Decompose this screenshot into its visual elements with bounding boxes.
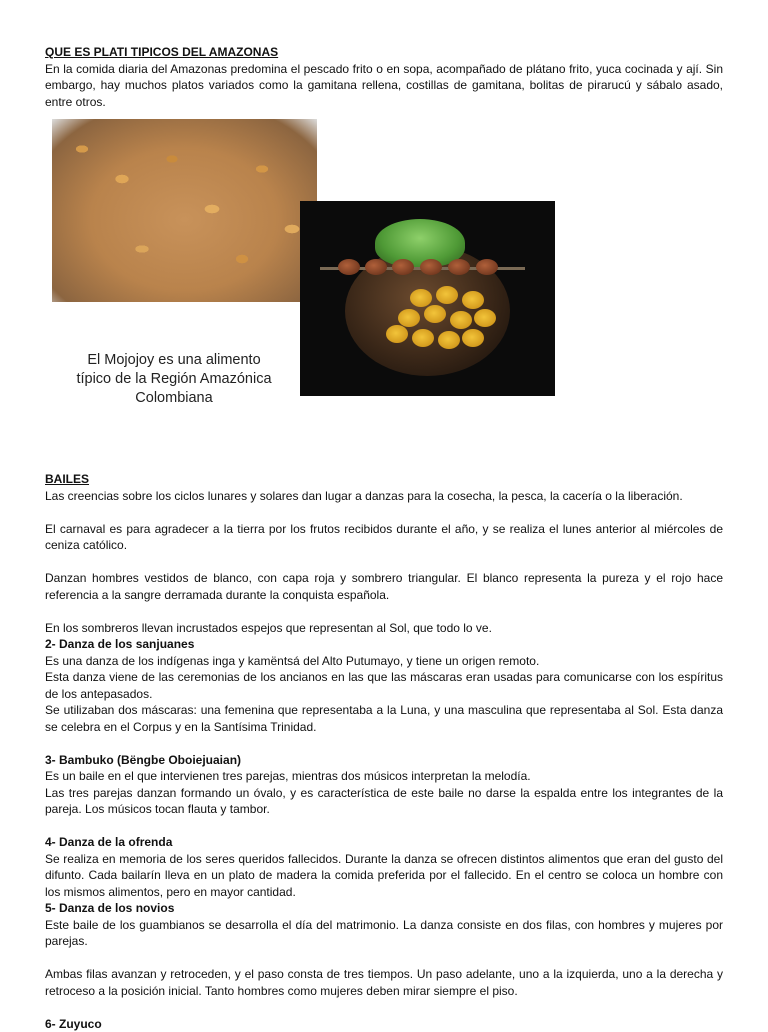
plantain-slice — [474, 309, 496, 327]
skewer-meat — [365, 259, 387, 275]
skewer-meat — [448, 259, 470, 275]
paragraph-bambuko-2: Las tres parejas danzan formando un óvalo, y es característica de este baile no darse la espalda entre los integrantes de la pareja. Los músicos tocan flauta y tambor. — [45, 785, 723, 818]
paragraph-novios-1: Este baile de los guambianos se desarrolla el día del matrimonio. La danza consiste en dos filas, con hombres y mujeres por parejas. — [45, 917, 723, 950]
figure-mojojoy — [45, 119, 723, 471]
plantain-slice — [436, 286, 458, 304]
figure-caption — [45, 351, 303, 408]
skewer-meat — [476, 259, 498, 275]
paragraph-bambuko-1: Es un baile en el que intervienen tres parejas, mientras dos músicos interpretan la melodía. — [45, 768, 723, 785]
heading-danza-sanjuanes: 2- Danza de los sanjuanes — [45, 636, 723, 653]
paragraph-novios-2: Ambas filas avanzan y retroceden, y el paso consta de tres tiempos. Un paso adelante, uno a la izquierda, uno a la derecha y retroceso a la posición inicial. Tanto hombres como mujeres deben mirar siempre el piso. — [45, 966, 723, 999]
plantain-slice — [438, 331, 460, 349]
paragraph-bailes-1: Las creencias sobre los ciclos lunares y solares dan lugar a danzas para la cosecha, la pesca, la cacería o la liberación. — [45, 488, 723, 505]
skewer-meat — [392, 259, 414, 275]
section-title-bailes: BAILES — [45, 471, 723, 488]
skewer-meat — [420, 259, 442, 275]
plantain-slice — [412, 329, 434, 347]
plantain-slice — [462, 291, 484, 309]
heading-zuyuco: 6- Zuyuco — [45, 1016, 723, 1032]
heading-danza-novios: 5- Danza de los novios — [45, 900, 723, 917]
amazon-dish-photo — [300, 201, 555, 396]
section-title-platos: QUE ES PLATI TIPICOS DEL AMAZONAS — [45, 44, 723, 61]
plantain-slice — [398, 309, 420, 327]
heading-danza-ofrenda: 4- Danza de la ofrenda — [45, 834, 723, 851]
paragraph-sanjuanes-1: Es una danza de los indígenas inga y kamëntsá del Alto Putumayo, y tiene un origen remoto. — [45, 653, 723, 670]
plantain-slice — [450, 311, 472, 329]
caption-line: El Mojojoy es una alimento — [45, 351, 303, 370]
paragraph-sanjuanes-2: Esta danza viene de las ceremonias de los ancianos en las que las máscaras eran usadas para comunicarse con los espíritus de los antepasados. — [45, 669, 723, 702]
caption-line: típico de la Región Amazónica — [45, 370, 303, 389]
paragraph-bailes-3: Danzan hombres vestidos de blanco, con capa roja y sombrero triangular. El blanco representa la pureza y el rojo hace referencia a la sangre derramada durante la conquista española. — [45, 570, 723, 603]
plantain-slice — [424, 305, 446, 323]
paragraph-ofrenda: Se realiza en memoria de los seres queridos fallecidos. Durante la danza se ofrecen distintos alimentos que eran del gusto del difunto. Cada bailarín lleva en un plato de madera la comida preferida por el fallecido. En el centro se coloca un hombre con los mismos alimentos, pero en mayor cantidad. — [45, 851, 723, 901]
mojojoy-larvae-photo — [52, 119, 317, 302]
heading-bambuko: 3- Bambuko (Bëngbe Oboiejuaian) — [45, 752, 723, 769]
plantain-slice — [386, 325, 408, 343]
plantain-slice — [410, 289, 432, 307]
paragraph-bailes-2: El carnaval es para agradecer a la tierra por los frutos recibidos durante el año, y se realiza el lunes anterior al miércoles de ceniza católico. — [45, 521, 723, 554]
caption-line: Colombiana — [45, 389, 303, 408]
paragraph-bailes-4: En los sombreros llevan incrustados espejos que representan al Sol, que todo lo ve. — [45, 620, 723, 637]
skewer-meat — [338, 259, 360, 275]
paragraph-sanjuanes-3: Se utilizaban dos máscaras: una femenina que representaba a la Luna, y una masculina que representaba al Sol. Esta danza se celebra en el Corpus y en la Santísima Trinidad. — [45, 702, 723, 735]
paragraph-platos: En la comida diaria del Amazonas predomina el pescado frito o en sopa, acompañado de plátano frito, yuca cocinada y ají. Sin embargo, hay muchos platos variados como la gamitana rellena, costillas de gamitana, bolitas de pirarucú y sábalo asado, entre otros. — [45, 61, 723, 111]
plantain-slice — [462, 329, 484, 347]
document-page — [45, 44, 723, 1032]
